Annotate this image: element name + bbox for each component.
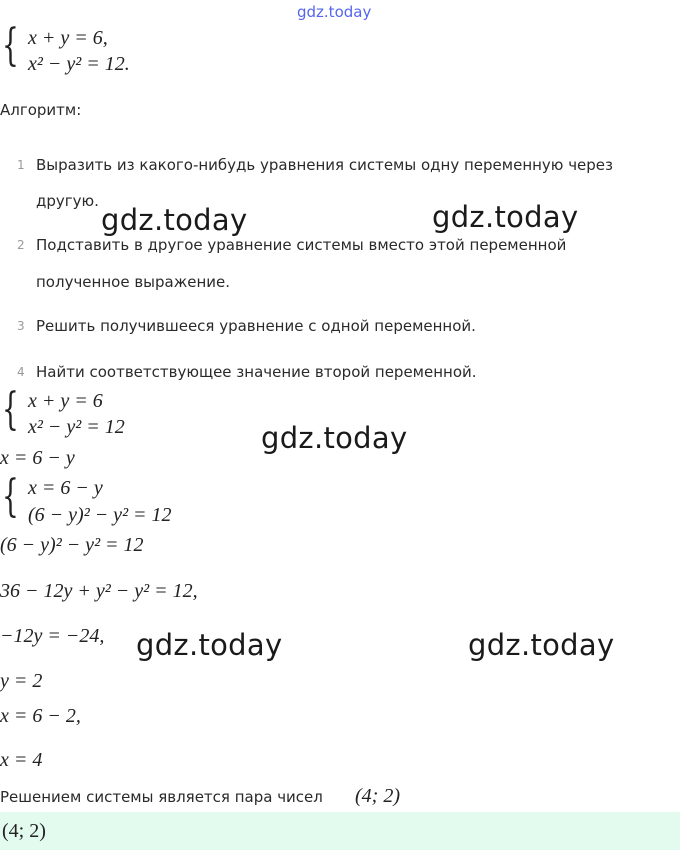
step-number: 1	[17, 158, 25, 172]
watermark: gdz.today	[261, 421, 408, 455]
answer-value: (4; 2)	[2, 820, 46, 842]
calc-line: x = 6 − 2,	[0, 705, 81, 727]
sys1-eq2: x² − y² = 12	[28, 416, 125, 438]
watermark: gdz.today	[432, 200, 579, 234]
calc-line: 36 − 12y + y² − y² = 12,	[0, 580, 198, 602]
conclusion-text: Решением системы является пара чисел	[0, 788, 323, 806]
intro-eq1: x + y = 6,	[28, 27, 108, 49]
conclusion-value: (4; 2)	[355, 785, 400, 807]
calc-line: −12y = −24,	[0, 625, 105, 647]
step-4-line1: Найти соответствующее значение второй переменной.	[36, 363, 477, 381]
watermark: gdz.today	[468, 628, 615, 662]
watermark-top: gdz.today	[297, 3, 372, 21]
sys2-eq1: x = 6 − y	[28, 477, 103, 499]
calc-line: y = 2	[0, 670, 43, 692]
express-line: x = 6 − y	[0, 447, 75, 469]
step-2-line2: полученное выражение.	[36, 273, 231, 291]
step-1-line1: Выразить из какого-нибудь уравнения системы одну переменную через	[36, 156, 614, 174]
system-brace: {	[2, 384, 19, 435]
algorithm-title: Алгоритм:	[0, 101, 82, 119]
calc-line: x = 4	[0, 749, 43, 771]
watermark: gdz.today	[136, 628, 283, 662]
answer-box	[0, 812, 680, 850]
watermark: gdz.today	[101, 203, 248, 237]
sys1-eq1: x + y = 6	[28, 390, 103, 412]
step-number: 3	[17, 319, 25, 333]
step-number: 4	[17, 365, 25, 379]
step-1-line2: другую.	[36, 192, 99, 210]
step-3-line1: Решить получившееся уравнение с одной переменной.	[36, 317, 476, 335]
system-brace: {	[2, 471, 19, 522]
step-number: 2	[17, 238, 25, 252]
system-brace: {	[2, 20, 19, 71]
intro-eq2: x² − y² = 12.	[28, 53, 130, 75]
sys2-eq2: (6 − y)² − y² = 12	[28, 504, 172, 526]
calc-line: (6 − y)² − y² = 12	[0, 534, 144, 556]
step-2-line1: Подставить в другое уравнение системы вместо этой переменной	[36, 236, 567, 254]
